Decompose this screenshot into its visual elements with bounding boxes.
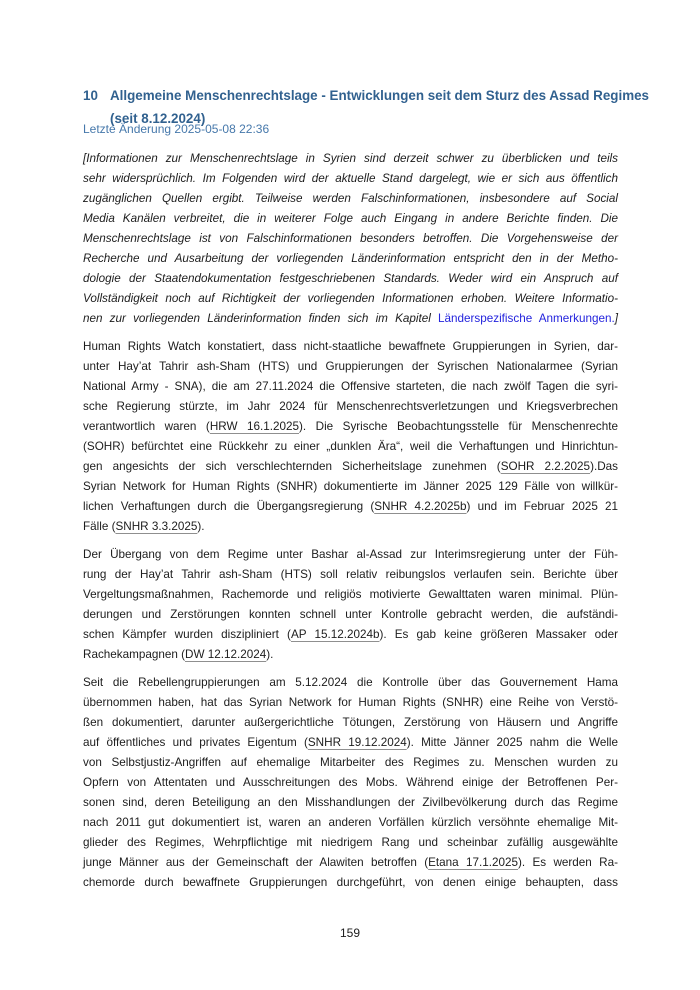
text-line <box>83 773 618 793</box>
text-line <box>83 517 618 537</box>
text-run: von Selbstjustiz-Angriffen auf ehemalige Mitarbeiter des Regimes zu. Menschen wurden zu <box>83 756 618 769</box>
source-citation-link[interactable]: SOHR 2.2.2025 <box>500 460 591 473</box>
text-run: zugänglichen Quellen ergibt. Teilweise werden Falschinformationen, insbesondere auf Social <box>83 192 618 205</box>
paragraph-2 <box>83 337 618 537</box>
source-citation-link[interactable]: SNHR 19.12.2024 <box>307 736 407 749</box>
paragraph-4 <box>83 673 618 893</box>
text-line <box>83 477 618 497</box>
text-line <box>83 625 618 645</box>
source-citation-link[interactable]: HRW 16.1.2025 <box>209 420 299 433</box>
text-run: Fälle ( <box>83 520 116 533</box>
text-run: (SOHR) befürchtet eine Rückkehr zu einer „dunklen Ära“, weil die Verhaftungen und Hinrichtun- <box>83 440 618 453</box>
text-run: dologie der Staatendokumentation festgeschriebenen Standards. Weder wird ein Anspruch auf <box>83 272 618 285</box>
text-run: Seit die Rebellengruppierungen am 5.12.2024 die Kontrolle über das Gouvernement Hama <box>83 676 618 689</box>
text-line <box>83 605 618 625</box>
text-line <box>83 693 618 713</box>
text-line <box>83 417 618 437</box>
text-line <box>83 585 618 605</box>
text-run: auf öffentliches und privates Eigentum ( <box>83 736 308 749</box>
text-line <box>83 733 618 753</box>
text-run: ] <box>614 312 619 325</box>
source-citation-link[interactable]: DW 12.12.2024 <box>185 648 267 661</box>
text-line <box>83 645 618 665</box>
text-run: ). <box>197 520 205 533</box>
text-run: ). Es gab keine größeren Massaker oder <box>379 628 618 641</box>
text-run: Vergeltungsmaßnahmen, Rachemorde und religiös motivierte Gewalttaten waren minimal. Plün- <box>83 588 618 601</box>
source-citation-link[interactable]: Etana 17.1.2025 <box>428 856 518 869</box>
text-run: chemorde durch bewaffnete Gruppierungen durchgeführt, von denen einige behaupten, dass <box>83 876 618 889</box>
text-run: ) und im Februar 2025 21 <box>466 500 619 513</box>
section-title-line2: (seit 8.12.2024) <box>110 111 206 126</box>
text-run: [Informationen zur Menschenrechtslage in Syrien sind derzeit schwer zu überblicken und teils <box>83 152 618 165</box>
text-run: gen angesichts der sich verschlechternden Sicherheitslage zunehmen ( <box>83 460 501 473</box>
text-run: Syrian Network for Human Rights (SNHR) dokumentierte im Jänner 2025 129 Fälle von willkür- <box>83 480 618 493</box>
text-run: derungen und Zerstörungen konnten schnell unter Kontrolle gebracht werden, die aufständi- <box>83 608 618 621</box>
text-run: schen Kämpfer wurden diszipliniert ( <box>83 628 291 641</box>
text-run: ). <box>266 648 274 661</box>
text-run: Media Kanälen verbreitet, die in weiterer Folge auch Eingang in andere Berichte finden. Die <box>83 212 618 225</box>
text-run: junge Männer aus der Gemeinschaft der Alawiten betroffen ( <box>83 856 429 869</box>
text-run: rung der Hay’at Tahrir ash-Sham (HTS) soll relativ reibungslos verlaufen sein. Berichte über <box>83 568 618 581</box>
text-line <box>83 397 618 417</box>
text-line <box>83 229 618 249</box>
text-line <box>83 437 618 457</box>
text-line <box>83 249 618 269</box>
text-run: sche Regierung stürzte, im Jahr 2024 für Menschenrechtsverletzungen und Kriegsverbrechen <box>83 400 618 413</box>
text-run: ). Es werden Ra- <box>518 856 618 869</box>
paragraph-3 <box>83 545 618 665</box>
text-line <box>83 337 618 357</box>
text-line <box>83 169 618 189</box>
body-text <box>83 149 618 901</box>
text-run: Der Übergang von dem Regime unter Bashar al-Assad zur Interimsregierung unter der Füh- <box>83 548 618 561</box>
text-line <box>83 309 618 329</box>
text-run: ). Die Syrische Beobachtungsstelle für Menschenrechte <box>299 420 618 433</box>
text-line <box>83 289 618 309</box>
page-number: 159 <box>339 926 361 940</box>
source-citation-link[interactable]: AP 15.12.2024b <box>290 628 380 641</box>
text-run: sonen sind, deren Beteiligung an den Misshandlungen der Zivilbevölkerung durch das Regime <box>83 796 618 809</box>
text-run: sehr widersprüchlich. Im Folgenden wird der aktuelle Stand dargelegt, wie er sich aus öffentlich <box>83 172 618 185</box>
text-line <box>83 209 618 229</box>
section-title-line1: Allgemeine Menschenrechtslage - Entwicklungen seit dem Sturz des Assad Regimes <box>110 88 650 103</box>
chapter-link[interactable]: Länderspezifische Anmerkungen. <box>438 312 615 325</box>
text-run: lichen Verhaftungen durch die Übergangsregierung ( <box>83 500 375 513</box>
text-run: nen zur vorliegenden Länderinformation finden sich im Kapitel <box>83 312 438 325</box>
paragraph-1 <box>83 149 618 329</box>
text-line <box>83 377 618 397</box>
source-citation-link[interactable]: SNHR 3.3.2025 <box>115 520 198 533</box>
text-run: glieder des Regimes, Wehrpflichtige mit niedrigem Rang und scheinbar zufällig ausgewählte <box>83 836 618 849</box>
text-line <box>83 565 618 585</box>
text-line <box>83 813 618 833</box>
text-line <box>83 753 618 773</box>
text-run: Rachekampagnen ( <box>83 648 186 661</box>
source-citation-link[interactable]: SNHR 4.2.2025b <box>374 500 467 513</box>
text-run: verantwortlich waren ( <box>83 420 210 433</box>
text-run: übernommen haben, hat das Syrian Network for Human Rights (SNHR) eine Reihe von Verstö- <box>83 696 618 709</box>
text-line <box>83 853 618 873</box>
text-line <box>83 873 618 893</box>
text-run: National Army - SNA), die am 27.11.2024 die Offensive starteten, die nach zwölf Tagen die syri- <box>83 380 618 393</box>
text-line <box>83 713 618 733</box>
section-number: 10 <box>83 88 98 103</box>
text-run: Human Rights Watch konstatiert, dass nicht-staatliche bewaffnete Gruppierungen in Syrien, dar- <box>83 340 618 353</box>
text-run: ).Das <box>590 460 618 473</box>
text-line <box>83 545 618 565</box>
text-line <box>83 457 618 477</box>
text-line <box>83 269 618 289</box>
text-line <box>83 673 618 693</box>
text-run: Vollständigkeit noch auf Richtigkeit der vorliegenden Informationen erhoben. Weitere Informatio- <box>83 292 618 305</box>
text-run: unter Hay’at Tahrir ash-Sham (HTS) und Gruppierungen der Syrischen Nationalarmee (Syrian <box>83 360 618 373</box>
text-run: ). Mitte Jänner 2025 nahm die Welle <box>406 736 619 749</box>
text-line <box>83 833 618 853</box>
text-run: Opfern von Attentaten und Ausschreitungen des Mobs. Während einige der Betroffenen Per- <box>83 776 618 789</box>
text-run: Recherche und Ausarbeitung der vorliegenden Länderinformation entspricht den in der Metho- <box>83 252 618 265</box>
text-run: Menschenrechtslage ist von Falschinformationen besonders betroffen. Die Vorgehensweise der <box>83 232 618 245</box>
text-line <box>83 793 618 813</box>
text-line <box>83 189 618 209</box>
text-line <box>83 497 618 517</box>
text-run: nach 2011 gut dokumentiert ist, waren an anderen Vorfällen kürzlich versöhnte ehemalige Mit- <box>83 816 618 829</box>
last-modified: Letzte Änderung 2025-05-08 22:36 <box>83 122 270 136</box>
text-line <box>83 357 618 377</box>
text-line <box>83 149 618 169</box>
text-run: ßen dokumentiert, darunter außergerichtliche Tötungen, Zerstörung von Häusern und Angriffe <box>83 716 618 729</box>
